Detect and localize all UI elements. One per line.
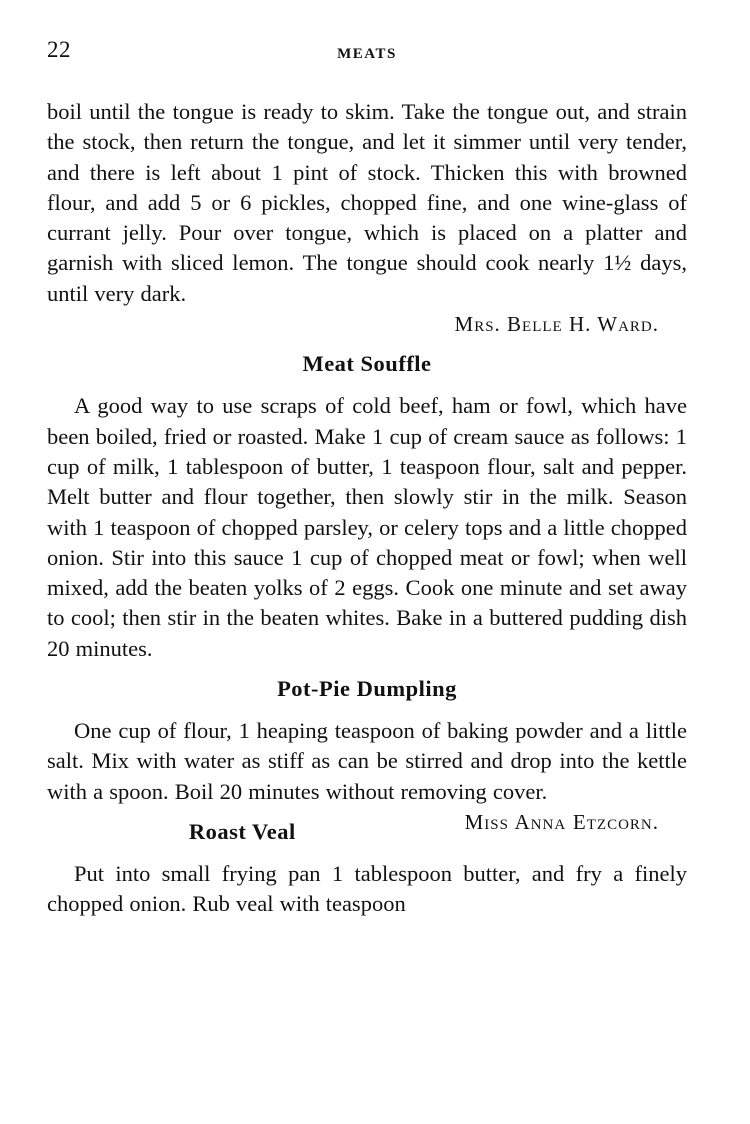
- meat-souffle-title: Meat Souffle: [302, 351, 432, 377]
- page-number: 22: [47, 37, 71, 62]
- book-page: [47, 0, 687, 920]
- meat-souffle-text: A good way to use scraps of cold beef, ham or fowl, which have been boiled, fried or roasted. Make 1 cup of cream sauce as follows: 1 cup of milk, 1 tablespoon of butter, 1 teaspoon flour, salt and pepper. Melt butter and flour together, then slowly stir in the milk. Season with 1 teaspoon of chopped parsley, or celery tops and a little chopped onion. Stir into this sauce 1 cup of chopped meat or fowl; when well mixed, add the beaten yolks of 2 eggs. Cook one minute and set away to cool; then stir in the beaten whites. Bake in a buttered pudding dish 20 minutes.: [47, 393, 687, 661]
- roast-veal-text: Put into small frying pan 1 tablespoon butter, and fry a finely chopped onion. Rub veal with teaspoon: [47, 860, 687, 917]
- pot-pie-dumpling-text: One cup of flour, 1 heaping teaspoon of baking powder and a little salt. Mix with water as stiff as can be stirred and drop into the kettle with a spoon. Boil 20 minutes without removing cover.: [47, 718, 687, 804]
- pot-pie-dumpling-author: Miss Anna Etzcorn.: [464, 809, 659, 834]
- tongue-recipe-continuation: boil until the tongue is ready to skim. Take the tongue out, and strain the stock, then return the tongue, and let it simmer until very tender, and there is left about 1 pint of stock. Thicken this with browned flour, and add 5 or 6 pickles, chopped fine, and one wine-glass of currant jelly. Pour over tongue, which is placed on a platter and garnish with sliced lemon. The tongue should cook nearly 1½ days, until very dark.: [47, 99, 687, 306]
- roast-veal-title: Roast Veal: [188, 818, 296, 844]
- running-head: [47, 0, 687, 72]
- pot-pie-dumpling-title: Pot-Pie Dumpling: [277, 676, 457, 702]
- tongue-recipe-author: Mrs. Belle H. Ward.: [454, 312, 659, 337]
- page-body: [47, 97, 687, 920]
- section-title: MEATS: [337, 46, 397, 62]
